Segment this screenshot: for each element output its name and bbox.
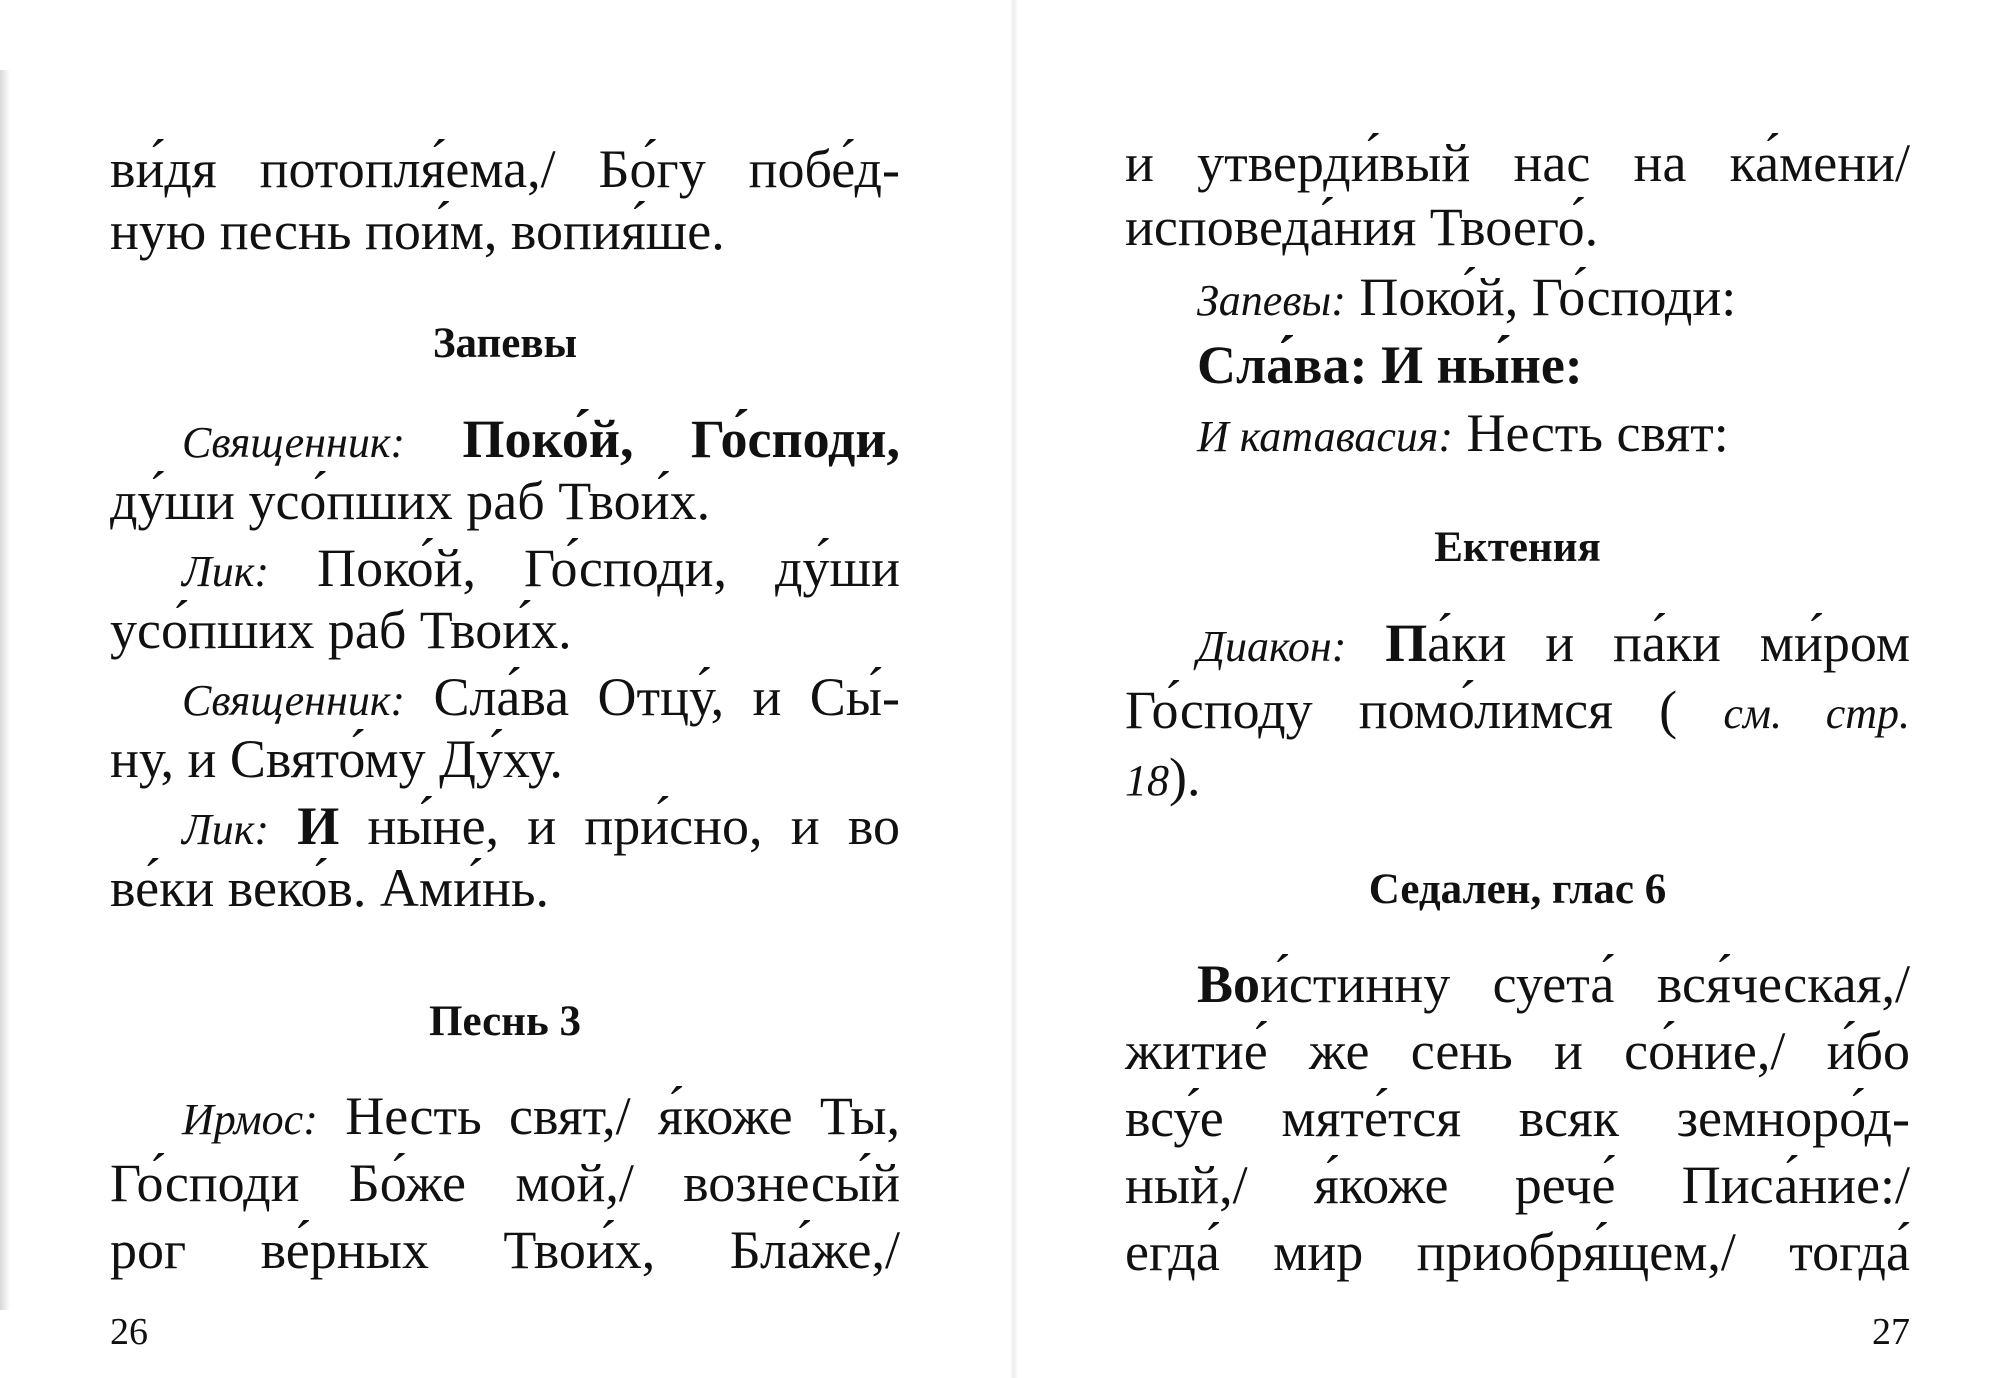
text-line: усо́пших раб Твои́х. [110,600,572,660]
text-fragment: Сла́ва Отцу́, и Сы́- [433,667,900,727]
speaker-label: Ирмос: [182,1095,318,1144]
text-line [110,537,900,603]
speaker-label: Лик: [182,547,270,596]
section-heading-sedalen: Седален, глас 6 [1368,866,1667,913]
text-line: ный,/ я́коже рече́ Писа́ние:/ [1125,1155,1910,1215]
text-line: рог ве́рных Твои́х, Бла́же,/ [110,1220,900,1280]
text-line [110,795,900,861]
speaker-label: И катавасия: [1197,412,1454,461]
text-line [1125,746,1910,812]
text-line: ную песнь пои́м, вопия́ше. [110,201,725,261]
text-line: ну, и Свято́му Ду́ху. [110,729,563,789]
text-fragment: а́ки и па́ки ми́ром [1427,613,1910,673]
right-page [1125,0,1910,1378]
text-line: Сла́ва: И ны́не: [1197,335,1583,395]
text-fragment: ). [1169,747,1201,807]
page-number: 26 [110,1311,148,1353]
text-fragment: Несть свят: [1466,403,1729,463]
text-line [110,1085,900,1151]
text-line [1125,266,1910,332]
text-line [110,408,900,474]
text-line: житие́ же сень и со́ние,/ и́бо [1125,1021,1910,1081]
text-line: ви́дя потопля́ема,/ Бо́гу побе́д- [110,139,900,199]
page-edge-shadow [0,70,10,1310]
text-fragment: Несть свят,/ я́коже Ты, [345,1086,900,1146]
bold-initial: Во [1197,954,1261,1014]
page-reference-number: 18 [1125,756,1169,805]
bold-initial: И [297,796,340,856]
text-fragment: Поко́й, Го́споди, [462,409,900,469]
speaker-label: Священник: [182,676,406,725]
text-line: егда́ мир приобря́щем,/ тогда́ [1125,1222,1910,1282]
speaker-label: Лик: [182,805,270,854]
speaker-label: Запевы: [1197,276,1346,325]
bold-initial: П [1385,613,1428,673]
text-line [110,666,900,732]
text-line [1125,953,1910,1015]
text-fragment: Поко́й, Го́споди, ду́ши [317,538,901,598]
text-fragment: и́стинну суета́ вся́ческая,/ [1260,954,1910,1014]
book-gutter [1010,0,1018,1378]
text-line: всу́е мяте́тся всяк земноро́д- [1125,1088,1910,1148]
page-reference: см. стр. [1723,689,1910,738]
text-fragment: Поко́й, Го́споди: [1359,267,1737,327]
text-line [1125,612,1910,678]
text-line: и утверди́вый нас на ка́мени/ [1125,133,1910,193]
section-heading-ektenia: Ектения [1434,524,1601,571]
text-line [1125,402,1910,468]
text-line: Го́споди Бо́же мой,/ вознесы́й [110,1153,900,1213]
text-line: ду́ши усо́пших раб Твои́х. [110,471,711,531]
left-page [110,0,900,1378]
speaker-label: Диакон: [1197,622,1347,671]
text-fragment: Го́споду помо́лимся ( [1125,680,1678,740]
text-line: ве́ки веко́в. Ами́нь. [110,858,550,918]
speaker-label: Священник: [182,418,406,467]
text-fragment: ны́не, и при́сно, и во [367,796,900,856]
page-number: 27 [1872,1311,1910,1353]
text-line: исповеда́ния Твоего́. [1125,197,1599,257]
section-heading-zapevy: Запевы [432,320,578,367]
section-heading-pesn-3: Песнь 3 [429,998,581,1045]
text-line [1125,679,1910,745]
